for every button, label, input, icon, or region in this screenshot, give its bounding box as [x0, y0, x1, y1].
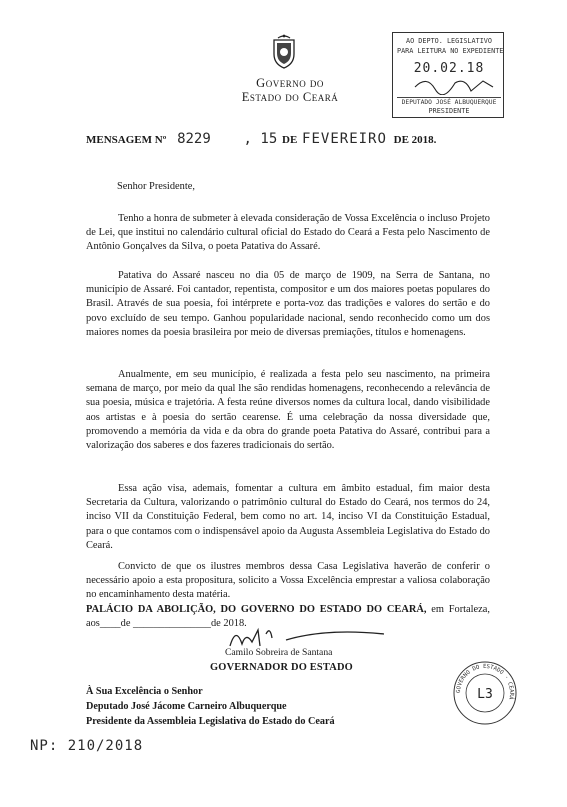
- coat-of-arms-icon: [270, 34, 298, 70]
- government-title-line2: Estado do Ceará: [241, 90, 339, 104]
- salutation: Senhor Presidente,: [117, 181, 195, 192]
- message-day: , 15: [243, 131, 278, 147]
- stamp-line2: PARA LEITURA NO EXPEDIENTE: [397, 47, 504, 55]
- stamp-line1: AO DEPTO. LEGISLATIVO: [406, 37, 492, 45]
- message-month: FEVEREIRO: [302, 131, 387, 147]
- signer-name: Camilo Sobreira de Santana: [225, 647, 333, 658]
- signer-title: GOVERNADOR DO ESTADO: [210, 662, 353, 673]
- stamp-signature-icon: [413, 73, 495, 95]
- footer-protocol-note: NP: 210/2018: [30, 738, 144, 754]
- body-paragraph-3: Anualmente, em seu município, é realizada a festa pelo seu nascimento, na primeira semana de março, por meio da qual lhe são rendidas homenagens, reconhecendo a relevância de sua poesia, música e trajetória. A festa reúne diversos nomes da cultura local, dando visibilidade aos artistas e à poesia do sertão cearense. É uma celebração da nossa diversidade que, promovendo a memória da vida e da obra do grande poeta Patativa do Assaré, contribui para a valorização dos saberes e dos fazeres tradicionais do sertão.: [86, 369, 490, 452]
- stamp-date: 20.02.18: [413, 61, 485, 76]
- protocol-round-stamp: [452, 660, 518, 726]
- body-paragraph-1: Tenho a honra de submeter à elevada consideração de Vossa Excelência o incluso Projeto de Lei, que institui no calendário cultural oficial do Estado do Ceará a Festa pelo Nascimento de Antônio Gonçalves da Silva, o poeta Patativa do Assaré.: [86, 213, 490, 253]
- body-paragraph-4: Essa ação visa, ademais, fomentar a cultura em âmbito estadual, fim maior desta Secretaria da Cultura, valorizando o patrimônio cultural do Estado do Ceará, nos termos do 24, inciso VII da Constituição Federal, bem como no art. 14, inciso VI da Constituição Estadual, para o que contamos com o indispensável apoio da Augusta Assembleia Legislativa do Estado do Ceará.: [86, 483, 490, 551]
- message-de1: DE: [282, 134, 298, 146]
- body-paragraph-5: Convicto de que os ilustres membros dessa Casa Legislativa haverão de conferir o necessário apoio a esta propositura, solicito a Vossa Excelência emprestar a valiosa colaboração no encaminhamento desta matéria.: [86, 561, 490, 601]
- message-label: MENSAGEM Nº: [86, 134, 167, 146]
- closing-palace: PALÁCIO DA ABOLIÇÃO, DO GOVERNO DO ESTADO DO CEARÁ,: [86, 604, 427, 615]
- message-de2: DE 2018.: [393, 134, 437, 146]
- stamp-line3: DEPUTADO JOSÉ ALBUQUERQUE: [397, 97, 501, 106]
- round-stamp-outer-text: GOVERNO DO ESTADO · CEARÁ: [455, 663, 515, 700]
- message-line: [86, 131, 436, 147]
- addressee-line3: Presidente da Assembleia Legislativa do Estado do Ceará: [86, 716, 335, 727]
- message-number: 8229: [177, 131, 211, 147]
- stamp-line4: PRESIDENTE: [428, 107, 470, 115]
- closing-place-date: em Fortaleza, aos____de _______________de 2018.: [86, 604, 490, 630]
- round-stamp-number: L3: [477, 687, 493, 702]
- addressee-line2: Deputado José Jácome Carneiro Albuquerque: [86, 701, 287, 712]
- receipt-stamp: [392, 32, 504, 118]
- addressee-line1: À Sua Excelência o Senhor: [86, 686, 203, 697]
- government-title-line1: Governo do: [256, 76, 324, 90]
- body-paragraph-2: Patativa do Assaré nasceu no dia 05 de março de 1909, na Serra de Santana, no município de Assaré. Foi cantador, repentista, compositor e um dos maiores poetas populares do Brasil. Através de sua poesia, foi intérprete e porta-voz das tradições e valores do sertão e do povo excluído de seu tempo. Ganhou popularidade nacional, sendo reconhecido como um dos maiores nomes da poesia brasileira por meio de diversas premiações, títulos e homenagens.: [86, 270, 490, 338]
